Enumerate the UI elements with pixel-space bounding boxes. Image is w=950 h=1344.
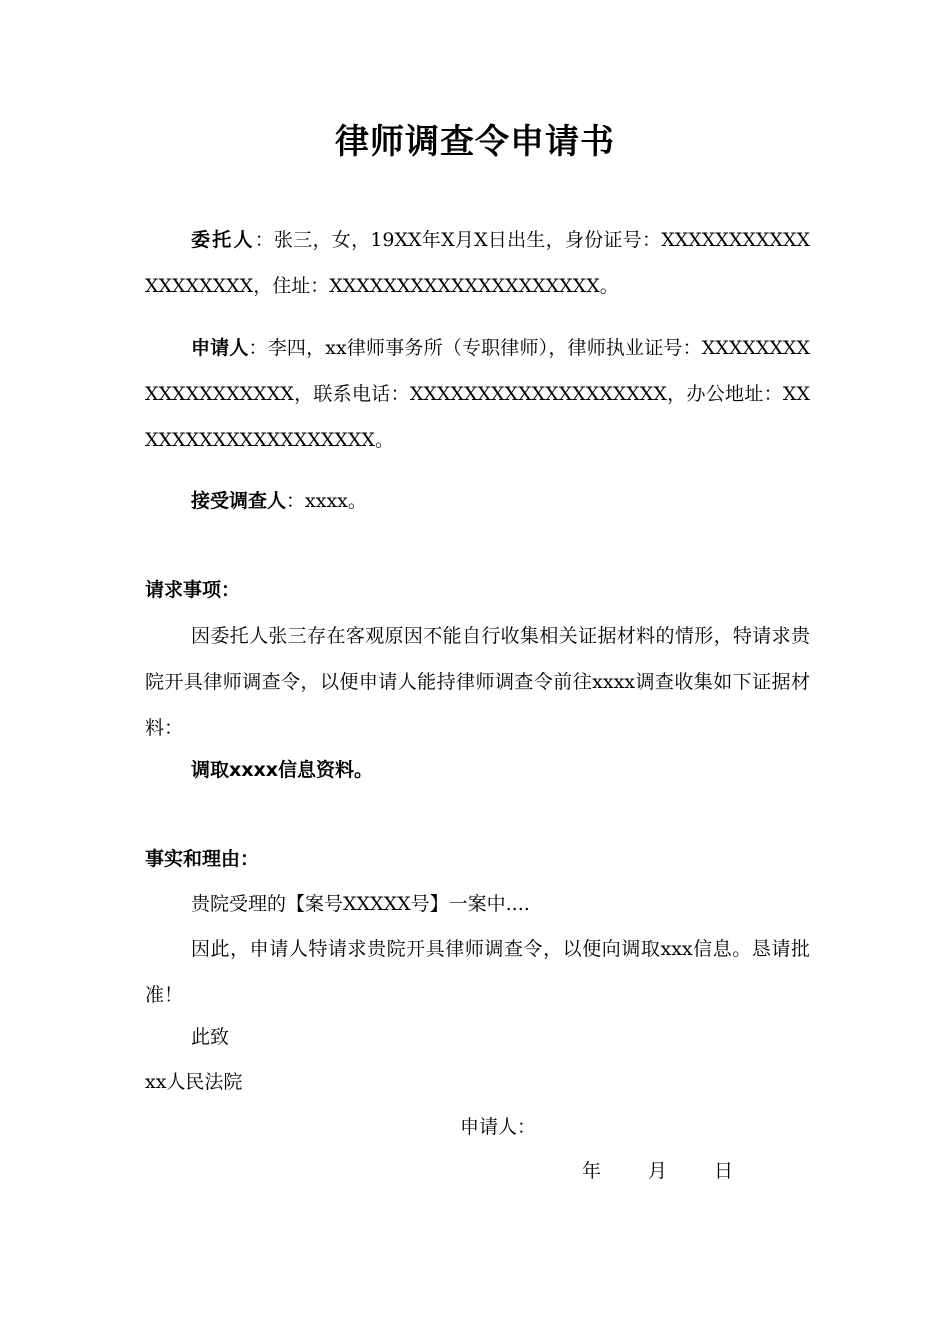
facts-heading: 事实和理由： <box>145 848 260 870</box>
court-name: xx人民法院 <box>145 1071 243 1093</box>
facts-paragraph-1: 贵院受理的【案号XXXXX号】一案中.... <box>191 893 530 915</box>
document-title: 律师调查令申请书 <box>335 122 615 162</box>
date-line <box>582 1148 733 1194</box>
request-item: 调取xxxx信息资料。 <box>191 759 374 781</box>
applicant-label: 申请人 <box>191 337 249 359</box>
signature-label: 申请人： <box>460 1116 537 1138</box>
principal-text: ：张三，女，19XX年X月X日出生，身份证号：XXXXXXXXXXXXXXXXXXX，住址：XXXXXXXXXXXXXXXXXXXX。 <box>145 229 810 297</box>
request-body: 因委托人张三存在客观原因不能自行收集相关证据材料的情形，特请求贵院开具律师调查令，以便申请人能持律师调查令前往xxxx调查收集如下证据材料： <box>145 625 810 739</box>
investigatee-label: 接受调查人 <box>191 490 287 512</box>
applicant-paragraph <box>145 325 810 463</box>
request-heading: 请求事项： <box>145 579 241 601</box>
applicant-text: ：李四，xx律师事务所（专职律师），律师执业证号：XXXXXXXXXXXXXXXXXXX，联系电话：XXXXXXXXXXXXXXXXXXX，办公地址：XXXXXXXXXXXXXXXXXXX。 <box>145 337 810 451</box>
date-day: 日 <box>714 1160 734 1182</box>
date-year: 年 <box>582 1160 602 1182</box>
investigatee-paragraph <box>145 478 810 524</box>
salutation: 此致 <box>191 1026 230 1048</box>
date-month: 月 <box>648 1160 668 1182</box>
facts-paragraph-2: 因此，申请人特请求贵院开具律师调查令，以便向调取xxx信息。恳请批准！ <box>145 938 810 1006</box>
principal-paragraph <box>145 217 810 309</box>
investigatee-text: ：xxxx。 <box>286 490 367 512</box>
principal-label: 委托人 <box>191 229 255 251</box>
